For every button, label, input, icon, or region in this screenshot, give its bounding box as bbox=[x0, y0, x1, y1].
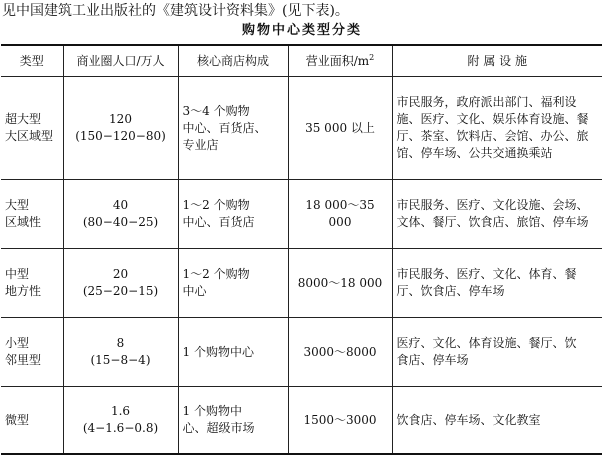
cell-population bbox=[63, 77, 178, 180]
cell-core-line: 中心、百货店、 bbox=[182, 120, 267, 135]
cell-core-line: 专业店 bbox=[182, 137, 219, 152]
cell-type-line: 大型 bbox=[5, 198, 30, 212]
cell-facilities bbox=[392, 180, 602, 249]
table-row bbox=[1, 387, 602, 455]
cell-type-line: 大区域型 bbox=[5, 129, 54, 143]
cell-type bbox=[1, 249, 63, 318]
cell-type-line: 中型 bbox=[5, 267, 30, 281]
cell-core-line: 1～2 个购物 bbox=[182, 267, 250, 281]
cell-area: 1500～3000 bbox=[288, 387, 392, 455]
cell-core-stores bbox=[178, 249, 288, 318]
header-area bbox=[288, 45, 392, 77]
header-area-superscript: 2 bbox=[369, 52, 375, 62]
cell-population bbox=[63, 387, 178, 455]
cell-population-line: (25−20−15) bbox=[82, 284, 159, 298]
table-header-row bbox=[1, 45, 602, 77]
cell-area: 35 000 以上 bbox=[288, 77, 392, 180]
cell-population-line: (80−40−25) bbox=[82, 215, 159, 229]
cell-facilities bbox=[392, 318, 602, 387]
cell-core-stores bbox=[178, 77, 288, 180]
cell-population-line: 20 bbox=[112, 267, 129, 281]
cell-type bbox=[1, 180, 63, 249]
cell-type-line: 微型 bbox=[5, 412, 30, 427]
cell-area: 3000～8000 bbox=[288, 318, 392, 387]
cell-population bbox=[63, 318, 178, 387]
cell-facilities-line: 馆、停车场、公共交通换乘站 bbox=[396, 146, 553, 160]
intro-text: 见中国建筑工业出版社的《建筑设计资料集》(见下表)。 bbox=[2, 3, 349, 19]
header-facilities: 附 属 设 施 bbox=[392, 45, 602, 77]
table-row bbox=[1, 77, 602, 180]
cell-type-line: 小型 bbox=[5, 336, 30, 350]
cell-population-line: 8 bbox=[116, 336, 125, 350]
cell-population-line: 1.6 bbox=[110, 404, 131, 418]
cell-core-stores bbox=[178, 180, 288, 249]
cell-population-line: (15−8−4) bbox=[90, 353, 151, 367]
cell-facilities bbox=[392, 249, 602, 318]
cell-type bbox=[1, 387, 63, 455]
cell-type bbox=[1, 77, 63, 180]
cell-core-line: 心、超级市场 bbox=[182, 421, 255, 435]
cell-population-line: (4−1.6−0.8) bbox=[82, 421, 159, 435]
cell-facilities-line: 医疗、文化、体育设施、餐厅、饮 bbox=[396, 336, 577, 350]
cell-population bbox=[63, 180, 178, 249]
cell-area: 8000～18 000 bbox=[288, 249, 392, 318]
cell-core-stores bbox=[178, 387, 288, 455]
cell-core-line: 中心、百货店 bbox=[182, 215, 255, 229]
cell-facilities-line: 厅、饮食店、停车场 bbox=[396, 284, 505, 298]
table-row bbox=[1, 318, 602, 387]
cell-population-line: 40 bbox=[112, 198, 129, 212]
cell-type-line: 区域性 bbox=[5, 215, 42, 229]
cell-core-line: 3～4 个购物 bbox=[182, 103, 250, 118]
cell-facilities bbox=[392, 387, 602, 455]
cell-type-line: 地方性 bbox=[5, 284, 42, 298]
cell-facilities-line: 市民服务，政府派出部门、福利设 bbox=[396, 95, 577, 109]
header-core-stores: 核心商店构成 bbox=[178, 45, 288, 77]
cell-area: 18 000～35 000 bbox=[288, 180, 392, 249]
cell-type-line: 邻里型 bbox=[5, 353, 42, 367]
cell-population-line: (150−120−80) bbox=[75, 129, 166, 143]
cell-facilities-line: 市民服务、医疗、文化设施、会场、 bbox=[396, 198, 589, 212]
header-population: 商业圈人口/万人 bbox=[63, 45, 178, 77]
cell-core-line: 1～2 个购物 bbox=[182, 198, 250, 212]
cell-population-line: 120 bbox=[109, 112, 132, 126]
cell-population bbox=[63, 249, 178, 318]
cell-facilities-line: 饮食店、停车场、文化教室 bbox=[396, 412, 541, 427]
cell-core-line: 1 个购物中 bbox=[182, 404, 242, 418]
table-caption: 购物中心类型分类 bbox=[241, 23, 362, 38]
cell-facilities-line: 市民服务、医疗、文化、体育、餐 bbox=[396, 267, 577, 281]
table-row bbox=[1, 180, 602, 249]
cell-facilities-line: 厅、茶室、饮料店、会馆、办公、旅 bbox=[396, 129, 589, 143]
cell-facilities-line: 食店、停车场 bbox=[396, 353, 469, 367]
cell-core-line: 中心 bbox=[182, 284, 207, 298]
table-row bbox=[1, 249, 602, 318]
shopping-center-types-table bbox=[1, 44, 602, 455]
cell-facilities-line: 文体、餐厅、饮食店、旅馆、停车场 bbox=[396, 215, 589, 229]
cell-facilities bbox=[392, 77, 602, 180]
cell-type-line: 超大型 bbox=[5, 112, 42, 126]
cell-core-stores bbox=[178, 318, 288, 387]
header-area-label: 营业面积/m bbox=[305, 53, 370, 68]
cell-type bbox=[1, 318, 63, 387]
cell-facilities-line: 施、医疗、文化、娱乐体育设施、餐 bbox=[396, 112, 589, 126]
header-type: 类型 bbox=[1, 45, 63, 77]
cell-core-line: 1 个购物中心 bbox=[182, 344, 254, 359]
